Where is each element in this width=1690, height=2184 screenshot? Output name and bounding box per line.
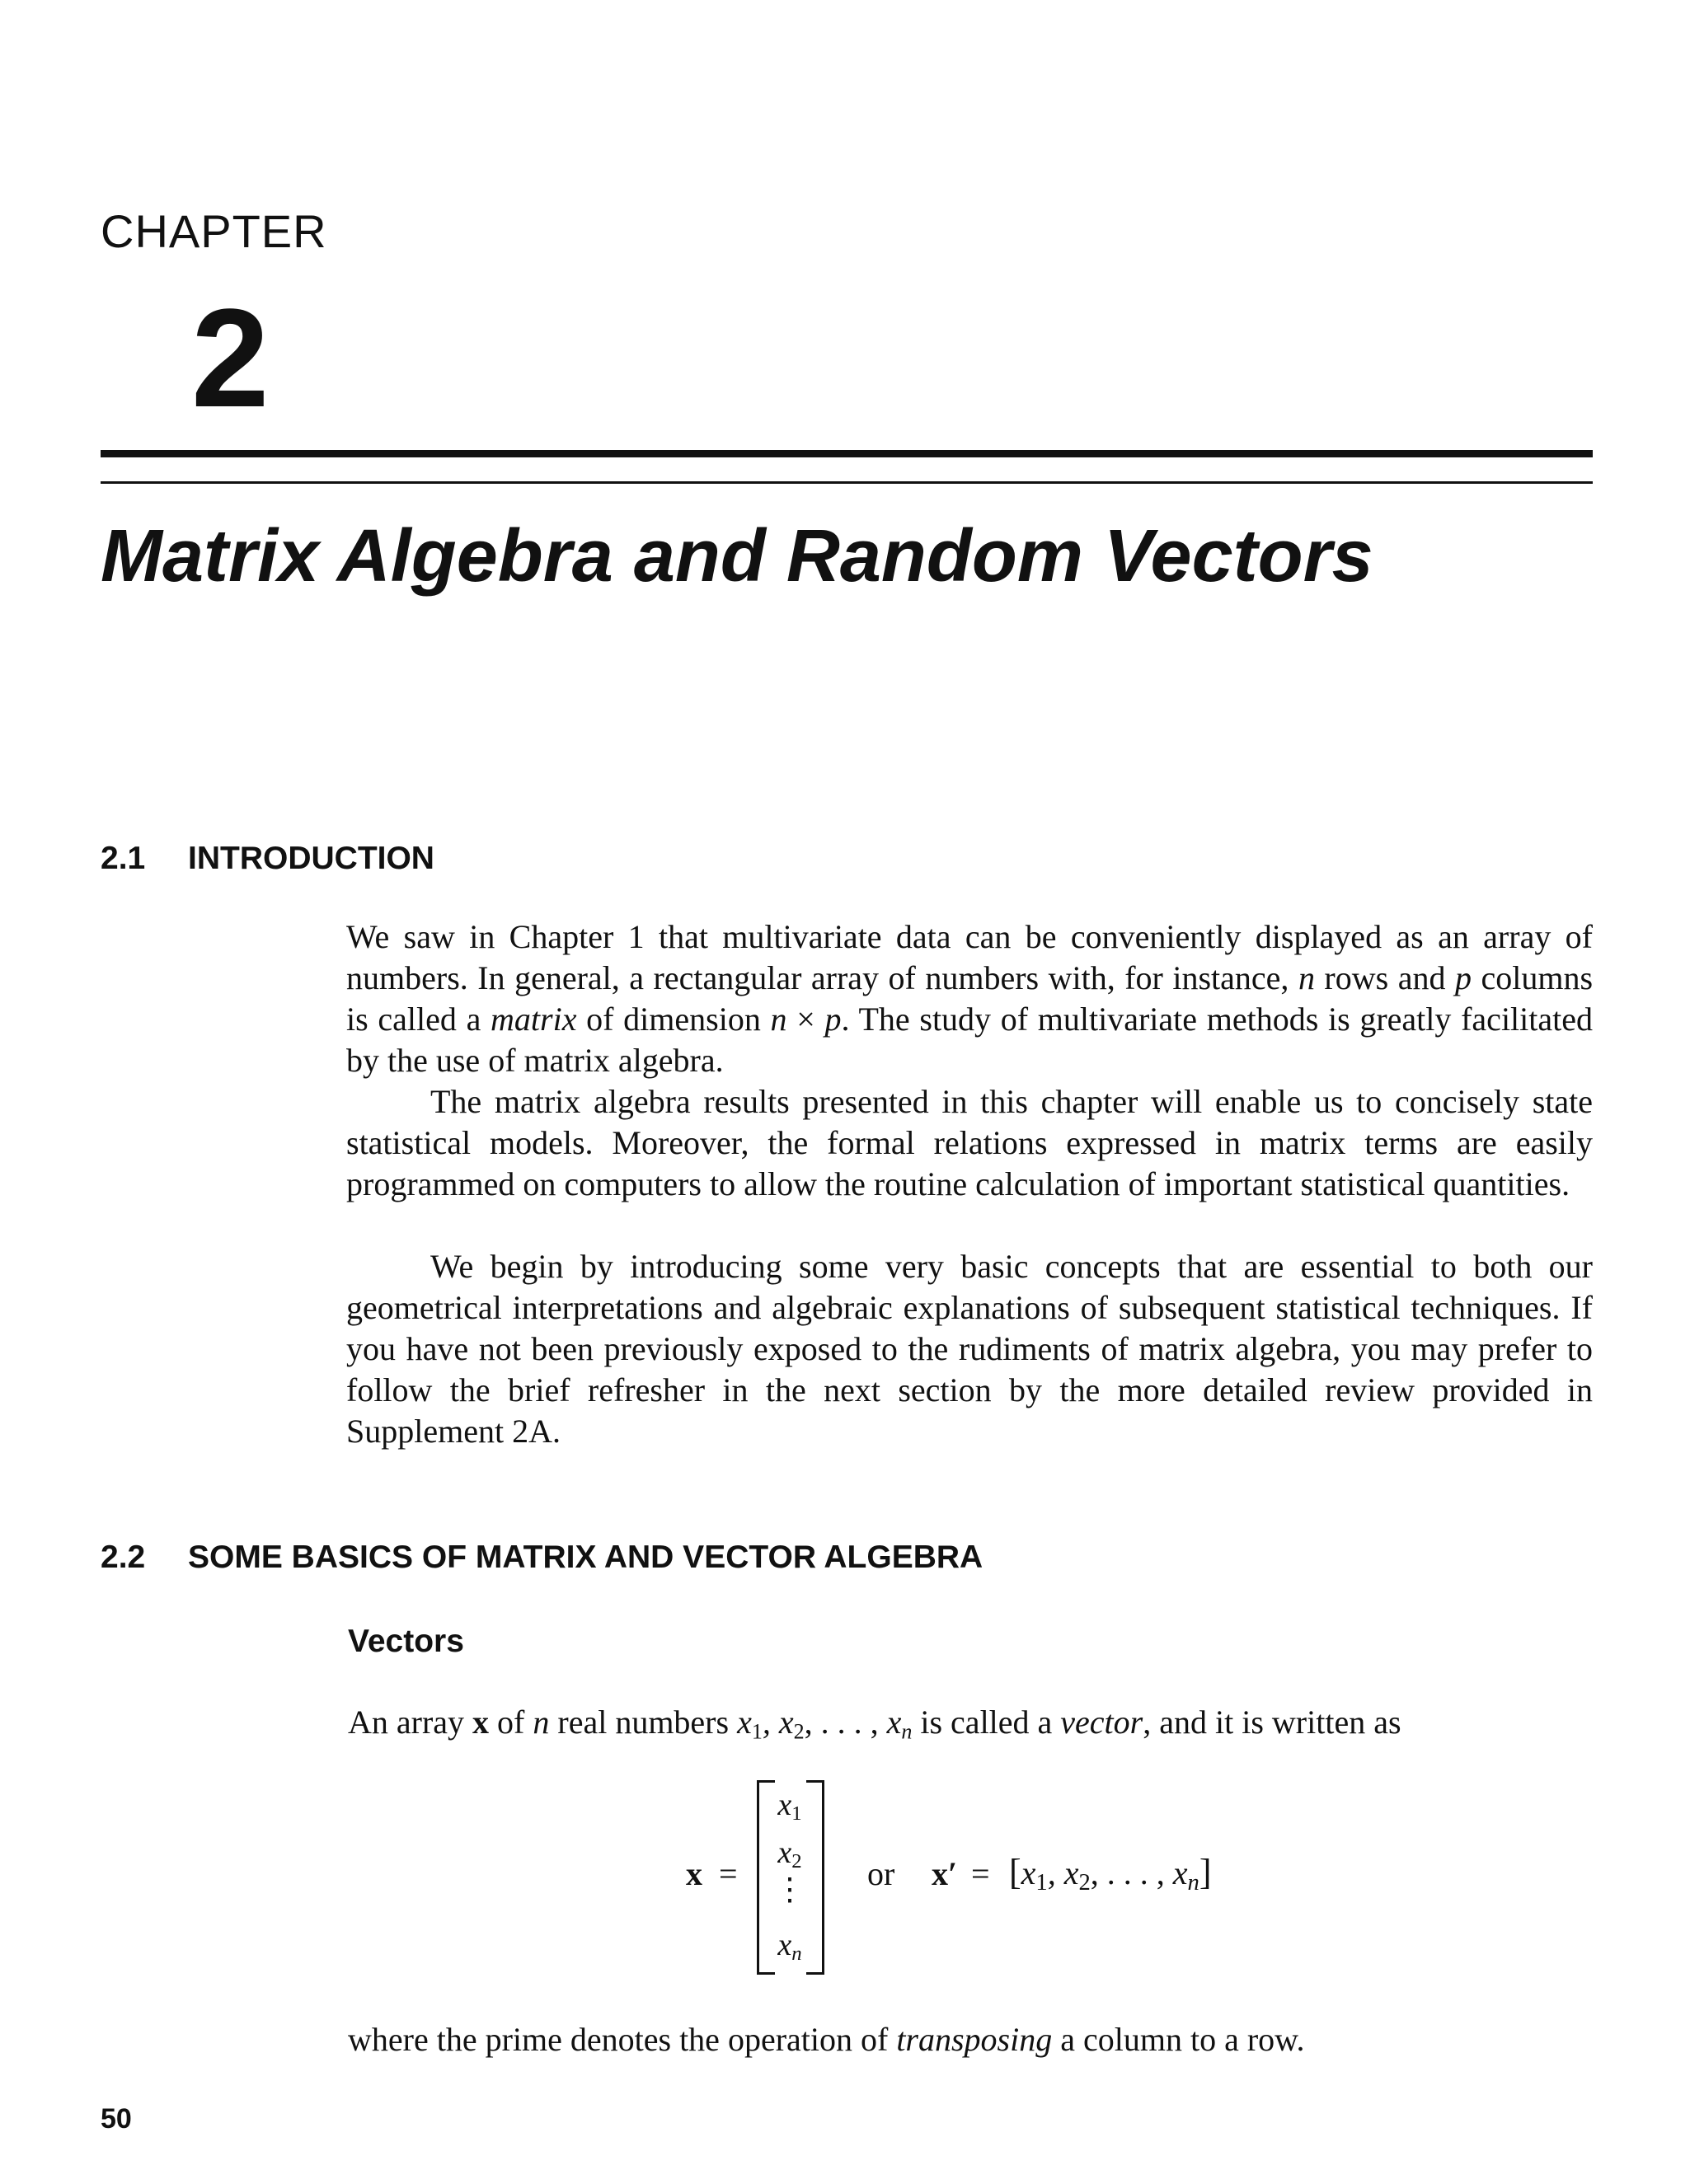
page-number: 50 [101,2103,132,2135]
equation-lhs-transpose: x′ [932,1855,958,1892]
section-number: 2.2 [101,1540,146,1575]
chapter-rule-thin [101,481,1593,484]
chapter-label: CHAPTER [101,205,327,257]
equation-or: or [867,1855,895,1892]
chapter-number: 2 [191,280,270,437]
equation-lhs: x [686,1855,702,1892]
vector-definition-line: An array x of n real numbers $x_1$, $x_2$, . . . , $x_n$ is called a vector, and it is written as [348,1704,1401,1744]
column-entry: $x_n$ [777,1928,802,1966]
intro-paragraph-1: We saw in Chapter 1 that multivariate data can be conveniently displayed as an array of numbers. In general, a rectangular array of numbers with, for instance, n rows and p columns is called a matrix of dimension n × p. The study of multivariate methods is greatly facilitated by the use of matrix algebra. [346,918,1594,1079]
intro-paragraph-2: The matrix algebra results presented in this chapter will enable us to concisely state statistical models. Moreover, the formal relations expressed in matrix terms are easily programmed on computers to allow the routine calculation of important statistical quantities. [346,1083,1593,1202]
transpose-explanation: where the prime denotes the operation of transposing a column to a row. [348,2021,1305,2058]
chapter-rule-thick [101,450,1593,457]
chapter-title: Matrix Algebra and Random Vectors [101,515,1373,598]
row-vector: [$x_1$, $x_2$, . . . , $x_n$] [1009,1852,1212,1896]
subsection-heading: Vectors [348,1624,464,1659]
equation-equals: = [971,1855,990,1892]
column-entry: $x_2$ [777,1835,802,1873]
section-title: SOME BASICS OF MATRIX AND VECTOR ALGEBRA [188,1540,983,1575]
column-entry: $x_1$ [777,1788,802,1825]
equation-equals: = [719,1855,738,1892]
section-title: INTRODUCTION [188,841,434,876]
section-number: 2.1 [101,841,146,876]
column-entry: ⋮ [774,1872,805,1907]
intro-paragraph-3: We begin by introducing some very basic concepts that are essential to both our geometrical interpretations and algebraic explanations of subsequent statistical techniques. If you have not been previously exposed to the rudiments of matrix algebra, you may prefer to follow the brief refresher in the next section by the more detailed review provided in Supplement 2A. [346,1248,1593,1450]
